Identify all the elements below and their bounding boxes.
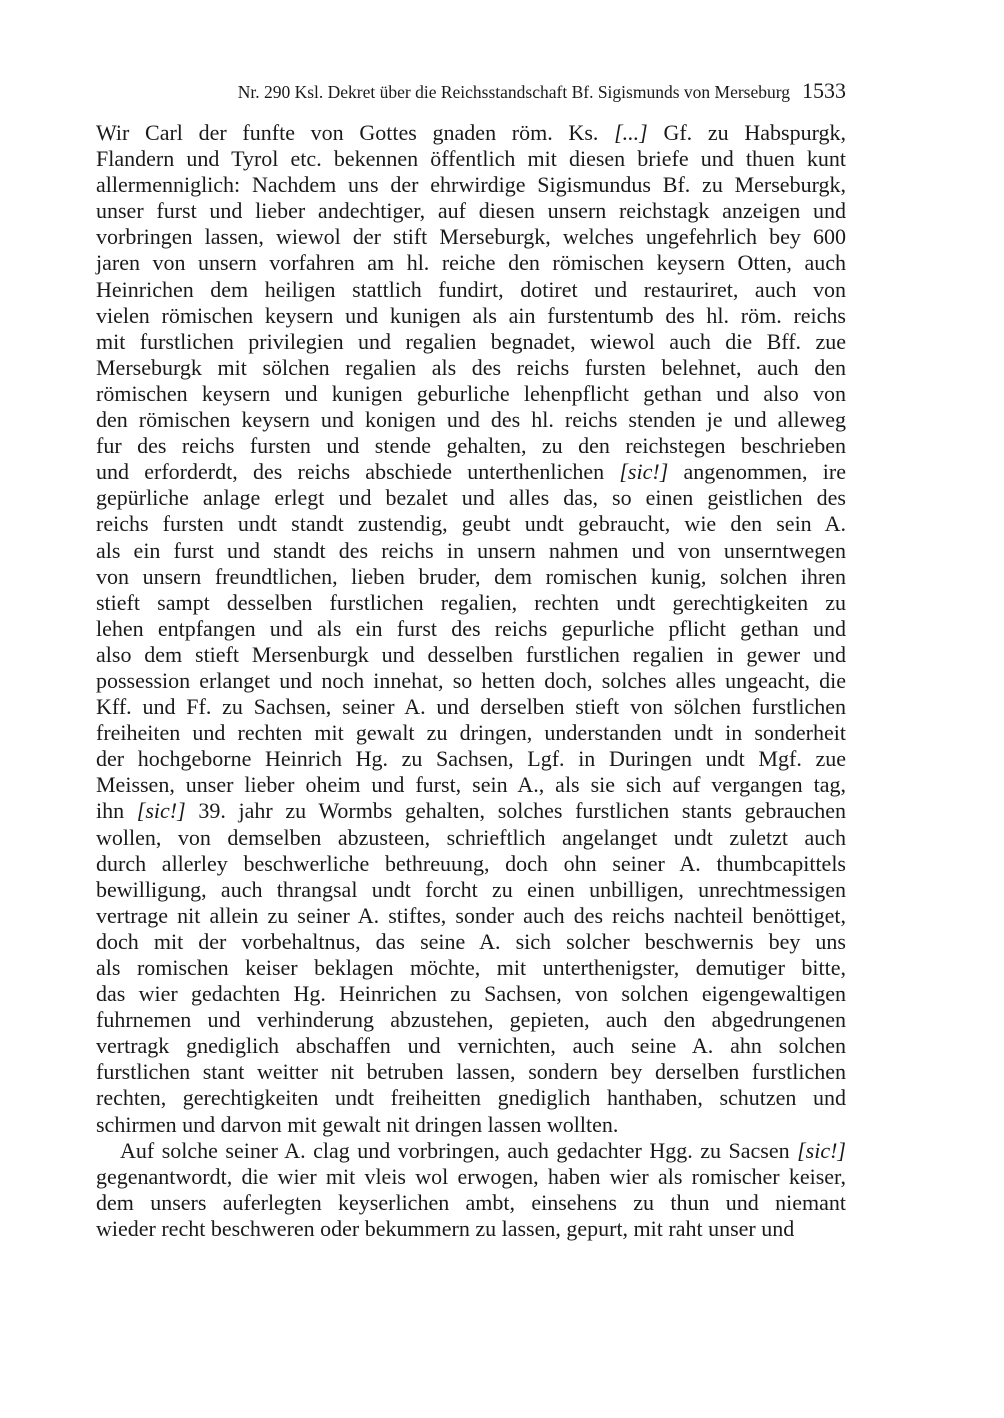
text-segment: als ein furst und standt des reichs in unsern nahmen und von unserntwegen <box>96 537 846 563</box>
editorial-note: [sic!] <box>619 459 669 485</box>
text-segment: wieder recht beschweren oder bekummern zu lassen, gepurt, mit raht unser und <box>96 1215 795 1241</box>
text-line <box>96 277 846 303</box>
text-segment: dem unsers auferlegten keyserlichen ambt, einsehens zu thun und niemant <box>96 1189 846 1215</box>
text-segment: unser furst und lieber andechtiger, auf diesen unsern reichstagk anzeigen und <box>96 198 846 224</box>
text-line <box>96 746 846 772</box>
text-segment: fur des reichs fursten und stende gehalten, zu den reichstegen beschrieben <box>96 433 846 459</box>
text-line <box>96 1112 846 1138</box>
paragraph-2 <box>96 1138 846 1242</box>
running-header-title: Nr. 290 Ksl. Dekret über die Reichsstandschaft Bf. Sigismunds von Merseburg <box>237 82 790 102</box>
text-line <box>96 1085 846 1111</box>
text-line <box>96 407 846 433</box>
text-segment: also dem stieft Mersenburgk und desselben furstlichen regalien in gewer und <box>96 641 846 667</box>
text-segment: wollen, von demselben abzusteen, schrieftlich angelanget undt zuletzt auch <box>96 824 846 850</box>
text-segment: das wier gedachten Hg. Heinrichen zu Sachsen, von solchen eigengewaltigen <box>96 981 846 1007</box>
text-line <box>96 981 846 1007</box>
text-segment: von unsern freundtlichen, lieben bruder, dem romischen kunig, solchen ihren <box>96 563 846 589</box>
text-line <box>96 877 846 903</box>
text-segment: lehen entpfangen und als ein furst des reichs gepurliche pflicht gethan und <box>96 615 846 641</box>
text-segment: gepürliche anlage erlegt und bezalet und alles das, so einen geistlichen des <box>96 485 846 511</box>
text-line <box>96 564 846 590</box>
text-segment: Auf solche seiner A. clag und vorbringen, auch gedachter Hgg. zu Sacsen <box>120 1137 798 1163</box>
text-line <box>96 798 846 824</box>
text-segment: bewilligung, auch thrangsal undt forcht zu einen unbilligen, unrechtmessigen <box>96 876 846 902</box>
paragraph-1 <box>96 120 846 1138</box>
running-header <box>96 74 846 108</box>
text-segment: doch mit der vorbehaltnus, das seine A. sich solcher beschwernis bey uns <box>96 928 846 954</box>
text-line <box>96 198 846 224</box>
text-line <box>96 172 846 198</box>
text-segment: Gf. zu Habspurgk, <box>647 120 846 145</box>
text-line <box>96 355 846 381</box>
text-segment: als romischen keiser beklagen möchte, mit unterthenigster, demutiger bitte, <box>96 955 846 980</box>
text-line <box>96 903 846 929</box>
text-segment: Kff. und Ff. zu Sachsen, seiner A. und derselben stieft von sölchen furstlichen <box>96 694 846 720</box>
text-segment: Meissen, unser lieber oheim und furst, sein A., als sie sich auf vergangen tag, <box>96 772 846 798</box>
text-line <box>96 668 846 694</box>
text-segment: vertragk gnediglich abschaffen und vernichten, auch seine A. ahn solchen <box>96 1033 846 1059</box>
text-line <box>96 485 846 511</box>
text-line <box>96 146 846 172</box>
document-body <box>96 120 846 1242</box>
text-line <box>96 955 846 981</box>
text-line <box>96 642 846 668</box>
text-line <box>96 329 846 355</box>
editorial-note: [...] <box>614 120 648 145</box>
text-segment: gegenantwordt, die wier mit vleis wol erwogen, haben wier als romischer keiser, <box>96 1163 846 1189</box>
text-segment: Flandern und Tyrol etc. bekennen öffentlich mit diesen briefe und thuen kunt <box>96 146 846 172</box>
text-line <box>96 772 846 798</box>
text-segment: freiheiten und rechten mit gewalt zu dringen, understanden undt in sonderheit <box>96 720 846 746</box>
text-segment: jaren von unsern vorfahren am hl. reiche den römischen keysern Otten, auch <box>96 250 846 276</box>
text-line <box>96 1059 846 1085</box>
text-segment: vielen römischen keysern und kunigen als ain furstentumb des hl. röm. reichs <box>96 302 846 328</box>
text-segment: den römischen keysern und konigen und des hl. reichs stenden je und alleweg <box>96 407 846 433</box>
text-line <box>96 459 846 485</box>
document-page <box>96 74 846 1242</box>
text-segment: stieft sampt desselben furstlichen regalien, rechten undt gerechtigkeiten zu <box>96 589 846 615</box>
text-segment: Merseburgk mit sölchen regalien als des reichs fursten belehnet, auch den <box>96 354 846 380</box>
text-line <box>96 120 846 146</box>
text-line <box>96 1033 846 1059</box>
text-line <box>96 511 846 537</box>
text-segment: allermenniglich: Nachdem uns der ehrwirdige Sigismundus Bf. zu Merseburgk, <box>96 172 846 198</box>
text-segment: 39. jahr zu Wormbs gehalten, solches furstlichen stants gebrauchen <box>185 798 846 824</box>
text-segment: rechten, gerechtigkeiten undt freiheitten gnediglich hanthaben, schutzen und <box>96 1085 846 1111</box>
text-segment: Wir Carl der funfte von Gottes gnaden röm. Ks. <box>96 120 615 145</box>
text-segment: furstlichen stant weitter nit betruben lassen, sondern bey derselben furstlichen <box>96 1059 846 1085</box>
text-segment: fuhrnemen und verhinderung abzustehen, gepieten, auch den abgedrungenen <box>96 1007 846 1033</box>
text-line <box>96 694 846 720</box>
text-line <box>96 616 846 642</box>
editorial-note: [sic!] <box>797 1137 846 1163</box>
text-line <box>96 825 846 851</box>
text-segment: Heinrichen dem heiligen stattlich fundirt, dotiret und restauriret, auch von <box>96 276 846 302</box>
text-line <box>96 1138 846 1164</box>
text-line <box>96 590 846 616</box>
text-line <box>96 1216 846 1242</box>
text-segment: vertrage nit allein zu seiner A. stiftes, sonder auch des reichs nachteil benöttiget, <box>96 902 846 928</box>
text-segment: schirmen und darvon mit gewalt nit dringen lassen wollten. <box>96 1111 619 1137</box>
text-segment: und erforderdt, des reichs abschiede unterthenlichen <box>96 459 620 485</box>
text-line <box>96 851 846 877</box>
text-segment: römischen keysern und kunigen geburliche lehenpflicht gethan und also von <box>96 380 846 406</box>
text-segment: possession erlanget und noch innehat, so hetten doch, solches alles ungeacht, die <box>96 667 846 693</box>
text-line <box>96 538 846 564</box>
text-segment: vorbringen lassen, wiewol der stift Merseburgk, welches ungefehrlich bey 600 <box>96 224 846 250</box>
text-line <box>96 250 846 276</box>
text-line <box>96 433 846 459</box>
text-segment: durch allerley beschwerliche bethreuung, doch ohn seiner A. thumbcapittels <box>96 850 846 876</box>
text-segment: angenommen, ire <box>668 459 846 485</box>
page-number: 1533 <box>802 78 846 103</box>
text-line <box>96 381 846 407</box>
text-segment: ihn <box>96 798 137 824</box>
text-line <box>96 303 846 329</box>
text-segment: reichs fursten undt standt zustendig, geubt undt gebraucht, wie den sein A. <box>96 511 846 537</box>
text-line <box>96 224 846 250</box>
text-segment: mit furstlichen privilegien und regalien begnadet, wiewol auch die Bff. zue <box>96 328 846 354</box>
text-line <box>96 720 846 746</box>
text-line <box>96 929 846 955</box>
editorial-note: [sic!] <box>136 798 186 824</box>
text-segment: der hochgeborne Heinrich Hg. zu Sachsen, Lgf. in Duringen undt Mgf. zue <box>96 746 846 772</box>
text-line <box>96 1190 846 1216</box>
text-line <box>96 1007 846 1033</box>
text-line <box>96 1164 846 1190</box>
